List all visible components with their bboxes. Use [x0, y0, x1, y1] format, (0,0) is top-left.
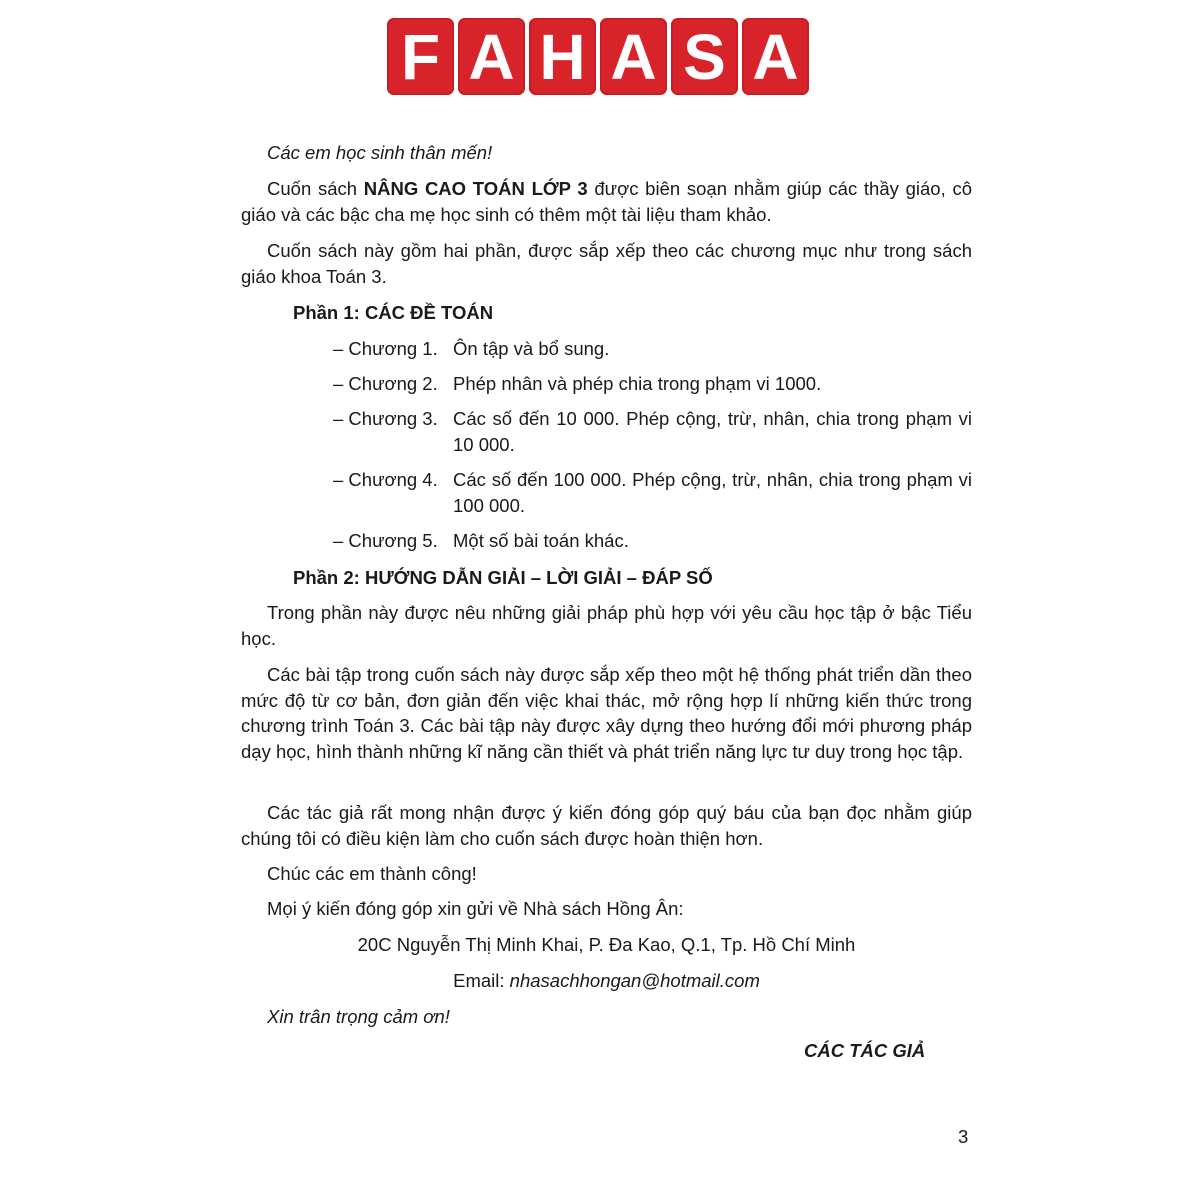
chapter-text: Phép nhân và phép chia trong phạm vi 1000.: [453, 373, 822, 394]
logo-letter-tile: H: [529, 18, 596, 95]
contact-intro: Mọi ý kiến đóng góp xin gửi về Nhà sách Hồng Ân:: [267, 898, 684, 919]
logo-letter-tile: S: [671, 18, 738, 95]
intro-paragraph: [241, 176, 972, 227]
logo-letter-tile: A: [742, 18, 809, 95]
fahasa-logo: [387, 18, 809, 95]
part2-title: Phần 2: HƯỚNG DẪN GIẢI – LỜI GIẢI – ĐÁP SỐ: [293, 567, 713, 588]
body-paragraph: Các bài tập trong cuốn sách này được sắp xếp theo một hệ thống phát triển dần theo mức độ từ cơ bản, đơn giản đến việc khai thác, mở rộng hợp lí những kiến thức trong chương trình Toán 3. Các bài tập này được xây dựng theo hướng đổi mới phương pháp dạy học, hình thành những kĩ năng cần thiết và phát triển năng lực tư duy trong học tập.: [241, 664, 972, 762]
chapter-text: Các số đến 10 000. Phép cộng, trừ, nhân, chia trong phạm vi 10 000.: [453, 408, 972, 455]
book-title: NÂNG CAO TOÁN LỚP 3: [363, 178, 588, 199]
part1-title: Phần 1: CÁC ĐỀ TOÁN: [293, 302, 494, 323]
chapter-label: – Chương 2.: [333, 373, 438, 394]
body-paragraph: Trong phần này được nêu những giải pháp phù hợp với yêu cầu học tập ở bậc Tiểu học.: [241, 602, 972, 649]
chapter-text: Một số bài toán khác.: [453, 530, 629, 551]
chapter-text: Các số đến 100 000. Phép cộng, trừ, nhân, chia trong phạm vi 100 000.: [453, 469, 972, 516]
chapter-label: – Chương 4.: [333, 469, 438, 490]
logo-letter-tile: A: [600, 18, 667, 95]
logo-letter-tile: A: [458, 18, 525, 95]
chapter-label: – Chương 1.: [333, 338, 438, 359]
authors-signature: CÁC TÁC GIẢ: [804, 1040, 926, 1061]
email-label: Email:: [453, 970, 510, 991]
chapter-label: – Chương 3.: [333, 408, 438, 429]
chapter-text: Ôn tập và bổ sung.: [453, 338, 610, 359]
thanks-line: Xin trân trọng cảm ơn!: [267, 1006, 450, 1027]
page-number: 3: [958, 1126, 969, 1147]
structure-paragraph: Cuốn sách này gồm hai phần, được sắp xếp theo các chương mục như trong sách giáo khoa Toán 3.: [241, 240, 972, 287]
body-paragraph: Các tác giả rất mong nhận được ý kiến đóng góp quý báu của bạn đọc nhằm giúp chúng tôi có điều kiện làm cho cuốn sách được hoàn thiện hơn.: [241, 802, 972, 849]
address-line: 20C Nguyễn Thị Minh Khai, P. Đa Kao, Q.1, Tp. Hồ Chí Minh: [357, 934, 856, 955]
chapter-label: – Chương 5.: [333, 530, 438, 551]
intro-text-after: được biên soạn nhằm giúp các thầy giáo, cô giáo và các bậc cha mẹ học sinh có thêm một tài liệu tham khảo.: [241, 178, 972, 225]
email-line: [241, 968, 972, 994]
email-address: nhasachhongan@hotmail.com: [509, 970, 760, 991]
logo-letter-tile: F: [387, 18, 454, 95]
intro-text-before: Cuốn sách: [267, 178, 364, 199]
greeting: Các em học sinh thân mến!: [267, 142, 493, 163]
wish-line: Chúc các em thành công!: [267, 863, 477, 884]
